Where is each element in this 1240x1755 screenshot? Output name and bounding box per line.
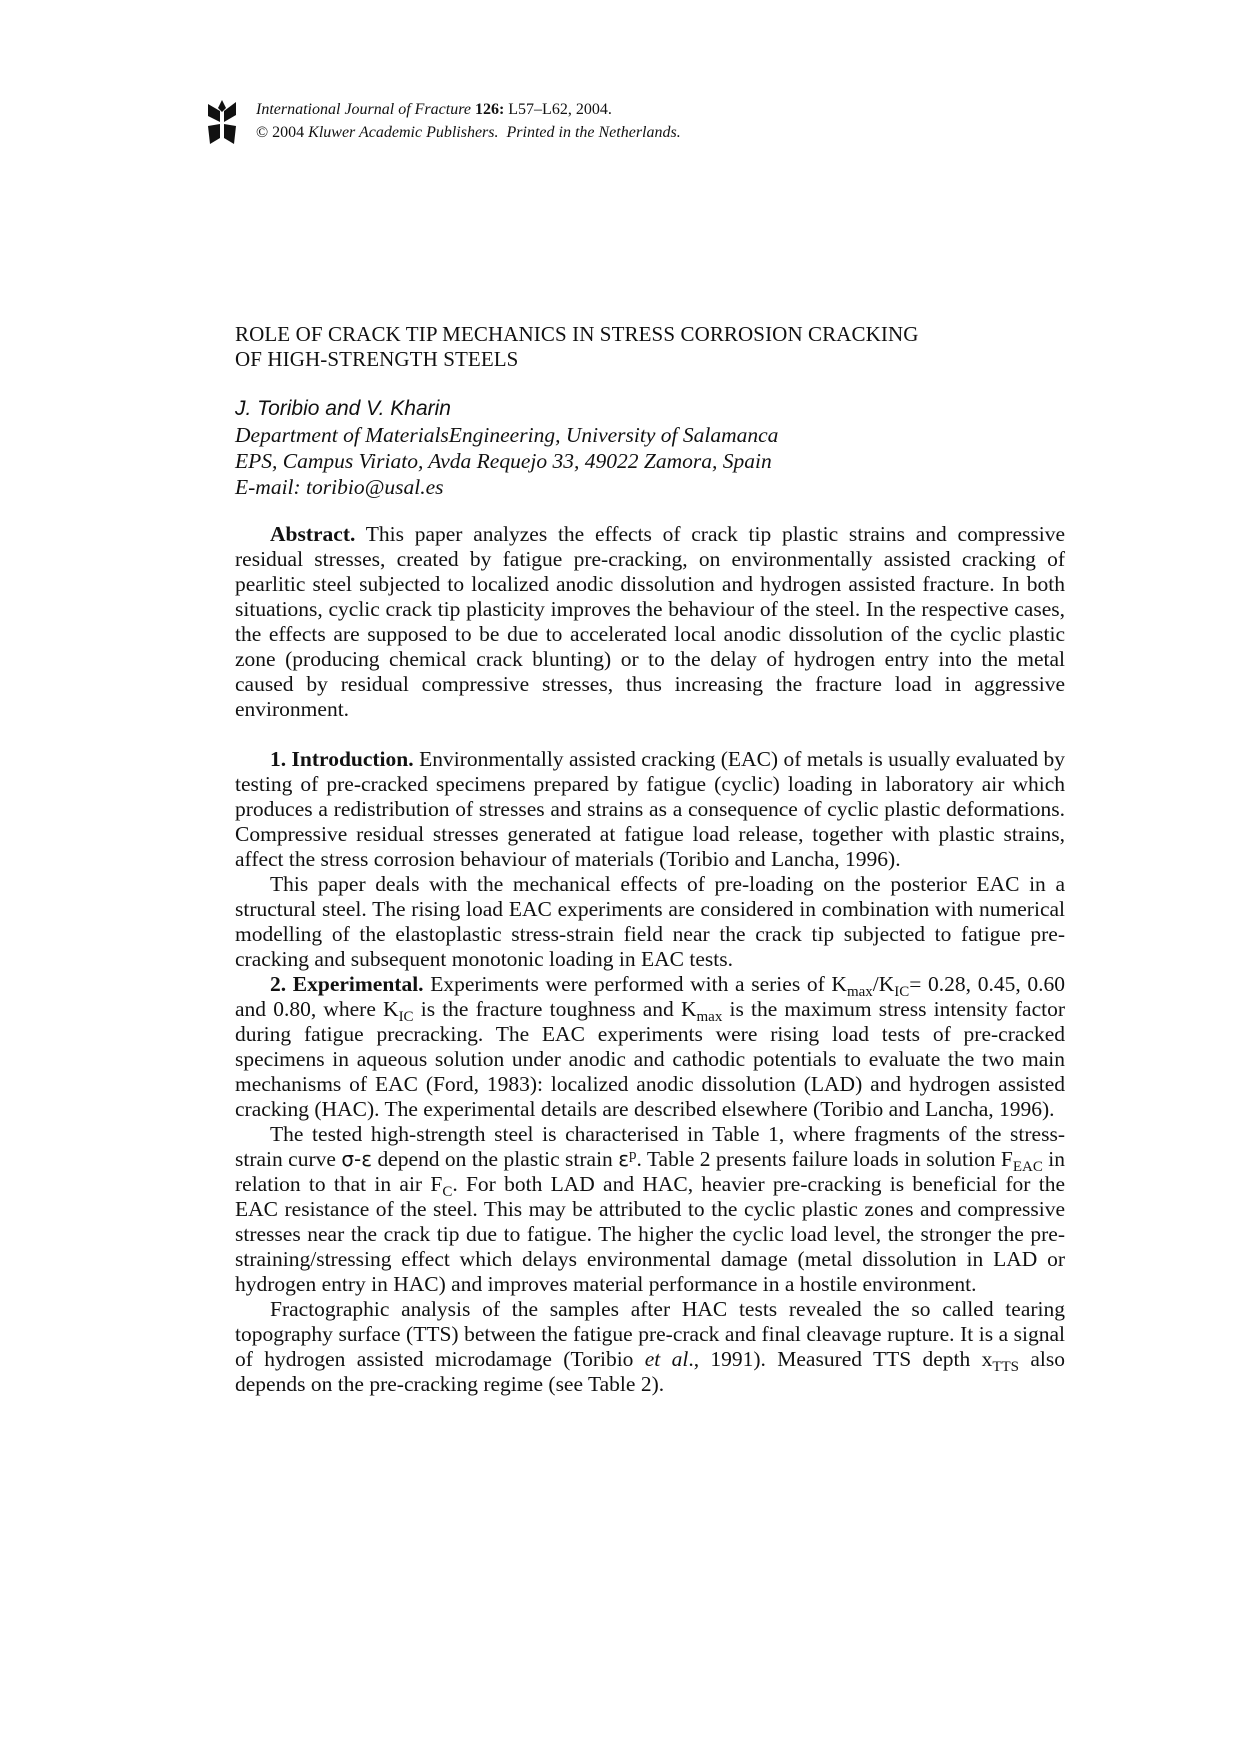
f-eac-subscript: EAC xyxy=(1012,1159,1043,1175)
exp2-text-d: in relation to that in air F xyxy=(235,1147,1065,1196)
exp-text-d: is the maximum stress intensity factor during fatigue precracking. The EAC experiments were rising load tests of pre-cracked specimens in aqueous solution under anodic and cathodic potentials to evaluate the two main mechanisms of EAC (Ford, 1983): localized anodic dissolution (LAD) and hydrogen assisted cracking (HAC). The experimental details are described elsewhere (Toribio and Lancha, 1996). xyxy=(235,997,1066,1121)
title-line-1: ROLE OF CRACK TIP MECHANICS IN STRESS CORROSION CRACKING xyxy=(235,322,919,346)
exp-text-c: is the fracture toughness and K xyxy=(420,997,697,1021)
exp2-text-e: . For both LAD and HAC, heavier pre-cracking is beneficial for the EAC resistance of the steel. This may be attributed to the cyclic plastic zones and compressive stresses near the crack tip due to fatigue. The higher the cyclic load level, the stronger the pre-straining/stressing effect which delays environmental damage (metal dissolution in LAD or hydrogen entry in HAC) and improves material performance in a hostile environment. xyxy=(235,1172,1065,1296)
exp3-text-c: also depends on the pre-cracking regime (see Table 2). xyxy=(235,1347,1065,1396)
exp-text-a: Experiments were performed with a series of K xyxy=(430,972,847,996)
plastic-superscript: p xyxy=(629,1147,637,1163)
k-ic-subscript-2: IC xyxy=(398,1009,414,1025)
publisher-name: Kluwer Academic Publishers. xyxy=(308,124,499,141)
title-line-2: OF HIGH-STRENGTH STEELS xyxy=(235,347,519,371)
abstract-text: This paper analyzes the effects of crack tip plastic strains and compressive residual stresses, created by fatigue pre-cracking, on environmentally assisted cracking of pearlitic steel subjected to localized anodic dissolution and hydrogen assisted fracture. In both situations, cyclic crack tip plasticity improves the behaviour of the steel. In the respective cases, the effects are supposed to be due to accelerated local anodic dissolution of the cyclic plastic zone (producing chemical crack blunting) or to the delay of hydrogen entry into the metal caused by residual compressive stresses, thus increasing the fracture load in aggressive environment. xyxy=(235,522,1065,721)
exp2-text-c: . Table 2 presents failure loads in solution F xyxy=(636,1147,1013,1171)
exp3-text-b: ., 1991). Measured TTS depth x xyxy=(688,1347,993,1371)
journal-citation-line xyxy=(256,98,681,121)
experimental-paragraph-3 xyxy=(235,1297,1065,1397)
author-email: E-mail: toribio@usal.es xyxy=(235,475,444,499)
k-max-subscript: max xyxy=(846,984,873,1000)
introduction-paragraph-1 xyxy=(235,747,1065,872)
introduction-text-1: Environmentally assisted cracking (EAC) of metals is usually evaluated by testing of pre-cracked specimens prepared by fatigue (cyclic) loading in laboratory air which produces a redistribution of stresses and strains as a consequence of cyclic plastic deformations. Compressive residual stresses generated at fatigue load release, together with plastic strains, affect the stress corrosion behaviour of materials (Toribio and Lancha, 1996). xyxy=(235,747,1066,871)
exp2-text-a: The tested high-strength steel is characterised in Table 1, where fragments of the stress-strain curve xyxy=(235,1122,1065,1171)
abstract xyxy=(235,522,1065,722)
exp3-text-a: Fractographic analysis of the samples after HAC tests revealed the so called tearing topography surface (TTS) between the fatigue pre-crack and final cleavage rupture. It is a signal of hydrogen assisted microdamage (Toribio xyxy=(235,1297,1065,1371)
abstract-heading: Abstract. xyxy=(270,522,356,546)
f-c-subscript: C xyxy=(442,1184,453,1200)
k-max-subscript-2: max xyxy=(696,1009,723,1025)
exp-slash: /K xyxy=(872,972,895,996)
epsilon-symbol: ε xyxy=(618,1147,630,1171)
k-ic-subscript: IC xyxy=(894,984,910,1000)
experimental-paragraph-2 xyxy=(235,1122,1065,1297)
exp-text-b: = 0.28, 0.45, 0.60 and 0.80, where K xyxy=(235,972,1065,1021)
journal-name: International Journal of Fracture xyxy=(256,101,471,118)
publisher-logo xyxy=(206,100,238,146)
printed-note: Printed in the Netherlands. xyxy=(506,124,681,141)
authors: J. Toribio and V. Kharin xyxy=(235,397,451,420)
article-body xyxy=(235,322,1065,1397)
experimental-paragraph-1 xyxy=(235,972,1065,1122)
affiliation-line-1: Department of MaterialsEngineering, University of Salamanca xyxy=(235,423,779,447)
exp2-text-b: depend on the plastic strain xyxy=(377,1147,613,1171)
experimental-heading: 2. Experimental. xyxy=(270,972,424,996)
article-title xyxy=(235,322,1065,372)
et-al: et al xyxy=(644,1347,689,1371)
introduction-paragraph-2: This paper deals with the mechanical effects of pre-loading on the posterior EAC in a structural steel. The rising load EAC experiments are considered in combination with numerical modelling of the elastoplastic stress-strain field near the crack tip subjected to fatigue pre-cracking and subsequent monotonic loading in EAC tests. xyxy=(235,872,1065,971)
journal-pages: L57–L62, 2004. xyxy=(508,101,612,118)
copyright-line xyxy=(256,121,681,144)
journal-volume: 126: xyxy=(474,101,505,118)
x-tts-subscript: TTS xyxy=(992,1359,1020,1375)
introduction-heading: 1. Introduction. xyxy=(270,747,414,771)
copyright-year: © 2004 xyxy=(256,124,305,141)
sigma-epsilon-symbol: σ-ε xyxy=(341,1147,373,1171)
affiliation-line-2: EPS, Campus Viriato, Avda Requejo 33, 49022 Zamora, Spain xyxy=(235,449,772,473)
